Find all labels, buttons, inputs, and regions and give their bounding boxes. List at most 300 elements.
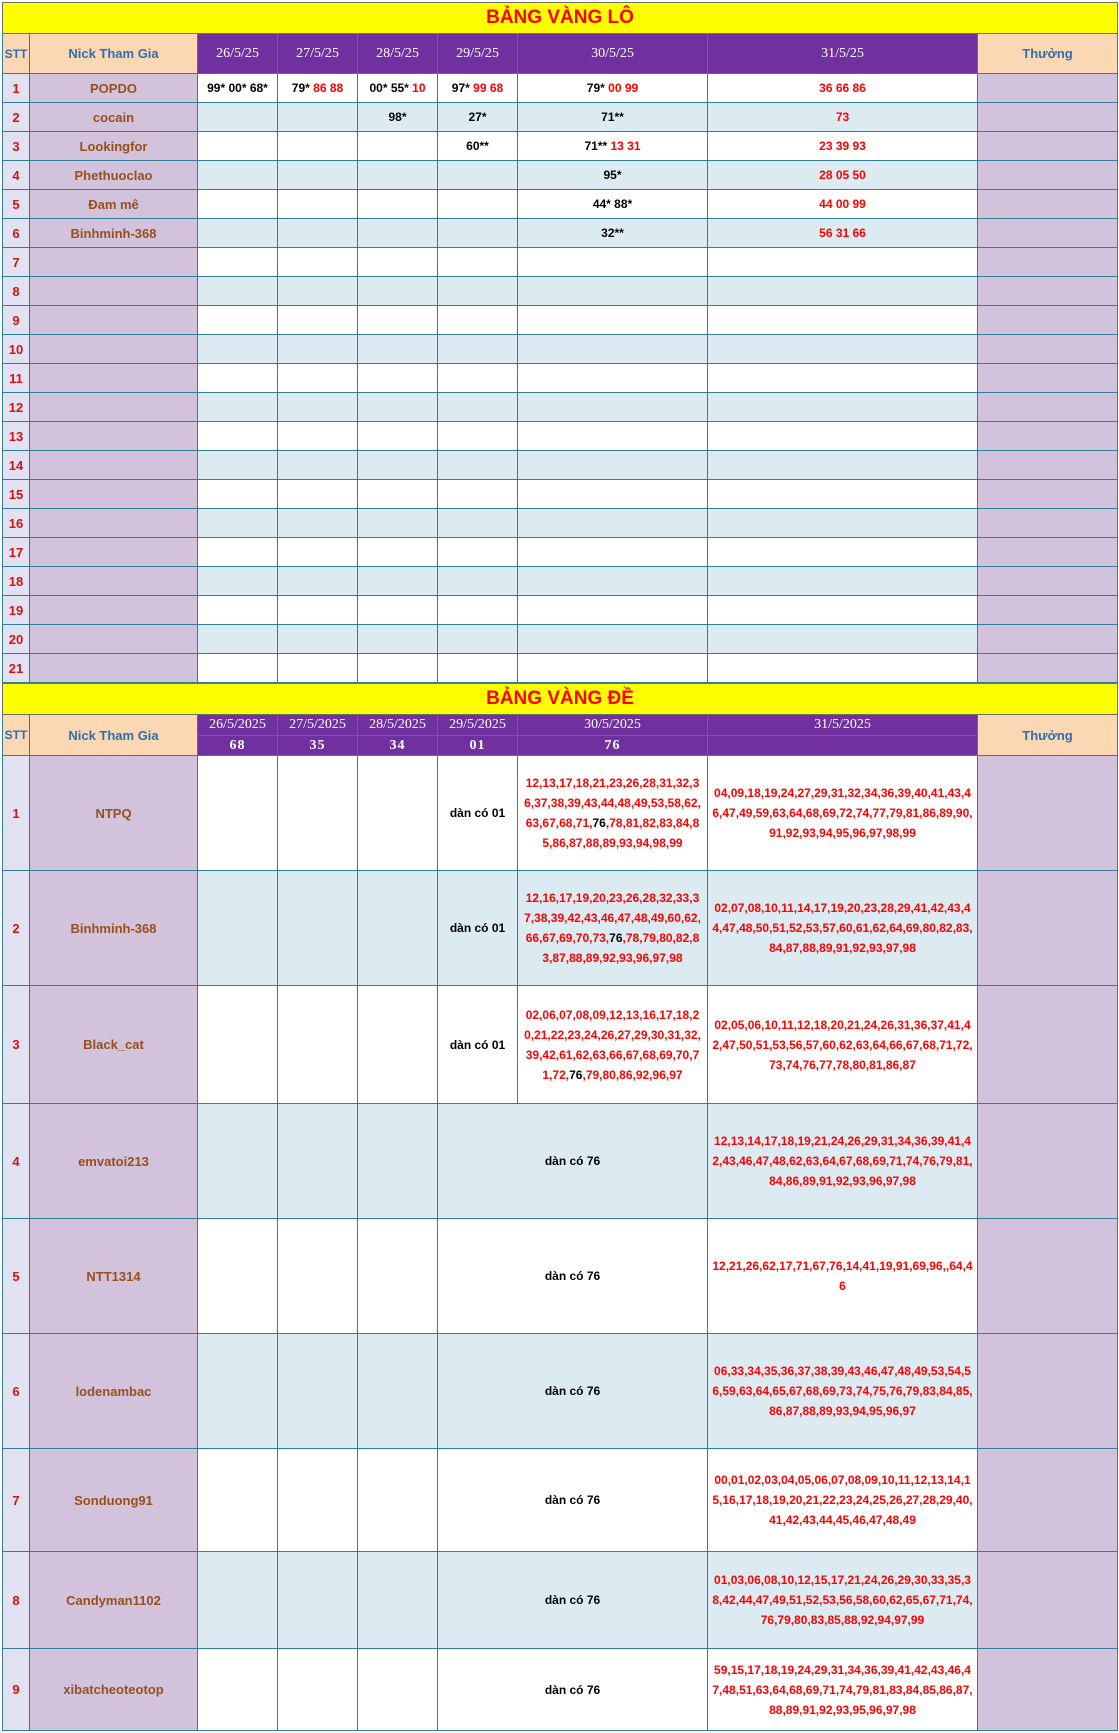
row-reward (978, 451, 1118, 480)
row-nick: lodenambac (30, 1334, 198, 1449)
row-stt: 7 (3, 1449, 30, 1552)
de-cell: dàn có 01 (438, 756, 518, 871)
row-reward (978, 654, 1118, 683)
de-number: 76 (609, 931, 623, 945)
lo-cell (518, 625, 708, 654)
row-stt: 5 (3, 190, 30, 219)
lo-cell (708, 451, 978, 480)
row-nick (30, 480, 198, 509)
lo-cell (708, 219, 978, 248)
row-reward (978, 422, 1118, 451)
lo-cell (198, 364, 278, 393)
lo-cell (518, 306, 708, 335)
lo-cell (198, 596, 278, 625)
de-cell-numbers: 12,21,26,62,17,71,67,76,14,41,19,91,69,96,,64,46 (708, 1219, 978, 1334)
row-nick (30, 567, 198, 596)
de-result: 35 (278, 736, 358, 756)
lo-cell (358, 335, 438, 364)
de-header-date: 31/5/2025 (708, 715, 978, 736)
row-nick (30, 277, 198, 306)
row-stt: 21 (3, 654, 30, 683)
lo-cell (278, 480, 358, 509)
de-cell-numbers: 02,05,06,10,11,12,18,20,21,24,26,31,36,37,41,42,47,50,51,53,56,57,60,62,63,64,66,67,68,71,72,73,74,76,77,78,80,81,86,87 (708, 986, 978, 1104)
row-reward (978, 480, 1118, 509)
lo-number: 79* (586, 81, 609, 95)
lo-cell (198, 190, 278, 219)
lo-cell (278, 219, 358, 248)
row-nick (30, 596, 198, 625)
lo-cell (708, 306, 978, 335)
table-row (3, 306, 1118, 335)
lo-cell (518, 190, 708, 219)
lo-cell (518, 422, 708, 451)
table-row (3, 1552, 1118, 1649)
lo-cell (518, 219, 708, 248)
lo-number: 10 (412, 81, 426, 95)
row-stt: 2 (3, 871, 30, 986)
lo-cell (278, 335, 358, 364)
lo-number: 86 88 (313, 81, 344, 95)
lo-cell (438, 538, 518, 567)
table-row (3, 393, 1118, 422)
lo-number: 97* (451, 81, 474, 95)
lo-cell (438, 103, 518, 132)
lo-number: 00* 55* (369, 81, 413, 95)
row-nick: cocain (30, 103, 198, 132)
de-cell (198, 756, 278, 871)
de-cell: dàn có 01 (438, 871, 518, 986)
row-nick (30, 335, 198, 364)
de-cell-wide: dàn có 76 (438, 1219, 708, 1334)
lo-cell (278, 248, 358, 277)
lo-cell (518, 393, 708, 422)
row-stt: 18 (3, 567, 30, 596)
row-nick: Black_cat (30, 986, 198, 1104)
lo-cell (438, 596, 518, 625)
lo-cell (358, 364, 438, 393)
lo-cell (518, 654, 708, 683)
row-stt: 13 (3, 422, 30, 451)
lo-cell (438, 509, 518, 538)
de-cell-numbers: 01,03,06,08,10,12,15,17,21,24,26,29,30,33,35,38,42,44,47,49,51,52,53,56,58,60,62,65,67,71,74,76,79,80,83,85,88,92,94,97,99 (708, 1552, 978, 1649)
table-row (3, 219, 1118, 248)
row-nick: Đam mê (30, 190, 198, 219)
de-cell (358, 986, 438, 1104)
row-reward (978, 335, 1118, 364)
lo-cell (358, 277, 438, 306)
table-row (3, 248, 1118, 277)
row-reward (978, 1649, 1118, 1731)
de-cell (278, 871, 358, 986)
lo-cell (438, 190, 518, 219)
table-row (3, 190, 1118, 219)
lo-cell (358, 190, 438, 219)
lo-number: 71** (584, 139, 611, 153)
lo-cell (358, 567, 438, 596)
de-header-date: 28/5/2025 (358, 715, 438, 736)
lo-cell (518, 248, 708, 277)
de-cell-numbers: 59,15,17,18,19,24,29,31,34,36,39,41,42,43,46,47,48,51,63,64,68,69,71,74,79,81,83,84,85,86,87,88,89,91,92,93,95,96,97,98 (708, 1649, 978, 1731)
lo-cell (198, 103, 278, 132)
row-nick (30, 364, 198, 393)
lo-cell (518, 596, 708, 625)
lo-cell (278, 74, 358, 103)
lo-cell (198, 567, 278, 596)
row-reward (978, 74, 1118, 103)
table-row (3, 654, 1118, 683)
row-nick (30, 422, 198, 451)
de-number: ,78,81,82,83,84,85,86,87,88,89,93,94,98,99 (542, 816, 700, 850)
lo-cell (438, 393, 518, 422)
row-stt: 5 (3, 1219, 30, 1334)
lo-cell (518, 538, 708, 567)
lo-cell (278, 132, 358, 161)
lo-cell (358, 654, 438, 683)
de-cell (278, 1104, 358, 1219)
row-nick: Lookingfor (30, 132, 198, 161)
row-nick (30, 393, 198, 422)
lo-cell (518, 451, 708, 480)
de-result: 34 (358, 736, 438, 756)
lo-header-date: 27/5/25 (278, 34, 358, 74)
de-header-date: 29/5/2025 (438, 715, 518, 736)
lo-number: 60** (466, 139, 489, 153)
de-number: ,79,80,86,92,96,97 (582, 1067, 683, 1082)
de-number: 76 (592, 816, 606, 830)
table-row (3, 567, 1118, 596)
lo-cell (358, 422, 438, 451)
lo-cell (278, 306, 358, 335)
row-reward (978, 364, 1118, 393)
table-row (3, 538, 1118, 567)
row-reward (978, 1219, 1118, 1334)
lo-cell (278, 654, 358, 683)
de-number: 76 (569, 1067, 583, 1082)
lo-cell (198, 509, 278, 538)
de-cell-wide: dàn có 76 (438, 1104, 708, 1219)
table-row (3, 132, 1118, 161)
row-stt: 16 (3, 509, 30, 538)
row-stt: 8 (3, 277, 30, 306)
row-reward (978, 248, 1118, 277)
lo-cell (358, 132, 438, 161)
lo-cell (438, 306, 518, 335)
row-stt: 8 (3, 1552, 30, 1649)
lo-cell (198, 480, 278, 509)
row-stt: 17 (3, 538, 30, 567)
lo-header-date: 26/5/25 (198, 34, 278, 74)
lo-cell (198, 74, 278, 103)
de-cell (358, 1334, 438, 1449)
lo-cell (438, 335, 518, 364)
lo-cell (278, 567, 358, 596)
table-row (3, 161, 1118, 190)
lo-cell (438, 364, 518, 393)
lo-cell (708, 509, 978, 538)
lo-cell (278, 161, 358, 190)
lo-number: 79* (291, 81, 314, 95)
row-stt: 11 (3, 364, 30, 393)
row-reward (978, 538, 1118, 567)
table-row (3, 364, 1118, 393)
row-nick: POPDO (30, 74, 198, 103)
lo-cell (278, 596, 358, 625)
row-stt: 15 (3, 480, 30, 509)
lo-number: 28 05 50 (819, 168, 866, 182)
lo-cell (518, 567, 708, 596)
lo-cell (358, 74, 438, 103)
bang-vang-de (2, 683, 1117, 1731)
de-title: BẢNG VÀNG ĐỀ (3, 684, 1118, 715)
de-cell-numbers: 00,01,02,03,04,05,06,07,08,09,10,11,12,13,14,15,16,17,18,19,20,21,22,23,24,25,26,27,28,29,40,41,42,43,44,45,46,47,48,49 (708, 1449, 978, 1552)
row-nick (30, 654, 198, 683)
de-cell (358, 1552, 438, 1649)
row-stt: 6 (3, 1334, 30, 1449)
lo-number: 99* 00* 68* (207, 81, 268, 95)
lo-cell (708, 654, 978, 683)
lo-title: BẢNG VÀNG LÔ (3, 3, 1118, 34)
lo-cell (358, 538, 438, 567)
lo-number: 95* (603, 168, 622, 182)
row-nick: Phethuoclao (30, 161, 198, 190)
row-reward (978, 756, 1118, 871)
row-nick: Sonduong91 (30, 1449, 198, 1552)
lo-cell (198, 538, 278, 567)
row-reward (978, 509, 1118, 538)
table-row (3, 277, 1118, 306)
lo-cell (708, 277, 978, 306)
row-reward (978, 986, 1118, 1104)
de-header-reward: Thưởng (978, 715, 1118, 756)
row-reward (978, 190, 1118, 219)
de-cell: dàn có 01 (438, 986, 518, 1104)
table-row (3, 871, 1118, 986)
row-stt: 9 (3, 306, 30, 335)
lo-number: 00 99 (608, 81, 639, 95)
row-reward (978, 1104, 1118, 1219)
row-nick (30, 509, 198, 538)
de-number: 02,06,07,08,09,12,13,16,17,18,20,21,22,23,24,26,27,29,30,31,32,39,42,61,62,63,66,67,68,69,70,71,72, (524, 1007, 701, 1082)
lo-header-date: 29/5/25 (438, 34, 518, 74)
lo-cell (518, 509, 708, 538)
row-stt: 2 (3, 103, 30, 132)
de-cell-numbers: 04,09,18,19,24,27,29,31,32,34,36,39,40,41,43,46,47,49,59,63,64,68,69,72,74,77,79,81,86,89,90,91,92,93,94,95,96,97,98,99 (708, 756, 978, 871)
table-row (3, 335, 1118, 364)
row-reward (978, 132, 1118, 161)
de-cell-wide: dàn có 76 (438, 1649, 708, 1731)
row-stt: 3 (3, 132, 30, 161)
de-cell (278, 1219, 358, 1334)
row-nick: Binhminh-368 (30, 219, 198, 248)
lo-cell (358, 219, 438, 248)
row-stt: 19 (3, 596, 30, 625)
de-cell-numbers: 02,07,08,10,11,14,17,19,20,23,28,29,41,42,43,44,47,48,50,51,52,53,57,60,61,62,64,69,80,82,83,84,87,88,89,91,92,93,97,98 (708, 871, 978, 986)
table-row (3, 451, 1118, 480)
row-nick: NTPQ (30, 756, 198, 871)
lo-cell (278, 190, 358, 219)
de-cell (358, 871, 438, 986)
lo-cell (278, 422, 358, 451)
lo-number: 23 39 93 (819, 139, 866, 153)
row-stt: 9 (3, 1649, 30, 1731)
lo-number: 44* 88* (592, 197, 633, 211)
row-nick (30, 306, 198, 335)
table-row (3, 1649, 1118, 1731)
lo-cell (518, 74, 708, 103)
de-cell (278, 1334, 358, 1449)
row-reward (978, 1334, 1118, 1449)
de-cell (358, 1449, 438, 1552)
de-cell-numbers: 12,13,14,17,18,19,21,24,26,29,31,34,36,39,41,42,43,46,47,48,62,63,64,67,68,69,71,74,76,79,81,84,86,89,91,92,93,96,97,98 (708, 1104, 978, 1219)
lo-cell (708, 538, 978, 567)
table-row (3, 986, 1118, 1104)
de-cell (358, 1219, 438, 1334)
row-nick: emvatoi213 (30, 1104, 198, 1219)
row-stt: 14 (3, 451, 30, 480)
row-reward (978, 393, 1118, 422)
table-row (3, 756, 1118, 871)
de-cell (358, 1104, 438, 1219)
row-nick: Candyman1102 (30, 1552, 198, 1649)
lo-cell (518, 277, 708, 306)
lo-cell (358, 103, 438, 132)
lo-cell (438, 567, 518, 596)
de-cell (198, 1649, 278, 1731)
row-stt: 3 (3, 986, 30, 1104)
de-cell (198, 986, 278, 1104)
row-reward (978, 596, 1118, 625)
lo-cell (708, 364, 978, 393)
lo-cell (358, 509, 438, 538)
row-reward (978, 306, 1118, 335)
lo-cell (708, 74, 978, 103)
row-stt: 12 (3, 393, 30, 422)
table-row (3, 509, 1118, 538)
row-reward (978, 567, 1118, 596)
de-cell (278, 1649, 358, 1731)
de-body (3, 756, 1118, 1731)
lo-cell (198, 654, 278, 683)
lo-cell (708, 248, 978, 277)
de-cell-numbers (518, 756, 708, 871)
row-nick (30, 625, 198, 654)
de-cell (198, 1104, 278, 1219)
de-header-stt: STT (3, 715, 30, 756)
table-row (3, 1334, 1118, 1449)
de-table (2, 683, 1118, 1731)
lo-cell (708, 567, 978, 596)
row-reward (978, 1449, 1118, 1552)
row-reward (978, 871, 1118, 986)
lo-cell (198, 132, 278, 161)
lo-cell (438, 219, 518, 248)
lo-cell (708, 393, 978, 422)
table-row (3, 103, 1118, 132)
lo-number: 99 68 (473, 81, 504, 95)
lo-cell (518, 132, 708, 161)
table-row (3, 480, 1118, 509)
lo-table (2, 2, 1118, 683)
de-cell (278, 986, 358, 1104)
lo-header-nick: Nick Tham Gia (30, 34, 198, 74)
lo-cell (198, 393, 278, 422)
de-header-date: 27/5/2025 (278, 715, 358, 736)
de-cell-wide: dàn có 76 (438, 1552, 708, 1649)
lo-number: 98* (388, 110, 407, 124)
lo-cell (518, 364, 708, 393)
lo-cell (278, 451, 358, 480)
lo-cell (358, 451, 438, 480)
lo-header-reward: Thưởng (978, 34, 1118, 74)
lo-cell (358, 625, 438, 654)
lo-cell (438, 480, 518, 509)
lo-number: 73 (835, 110, 850, 124)
lo-cell (198, 277, 278, 306)
row-nick (30, 248, 198, 277)
lo-cell (438, 161, 518, 190)
lo-cell (708, 422, 978, 451)
lo-header-date: 28/5/25 (358, 34, 438, 74)
lo-cell (438, 451, 518, 480)
lo-cell (198, 248, 278, 277)
lo-header-stt: STT (3, 34, 30, 74)
lo-cell (358, 306, 438, 335)
table-row (3, 1219, 1118, 1334)
de-cell (198, 1334, 278, 1449)
lo-cell (198, 625, 278, 654)
lo-cell (708, 161, 978, 190)
lo-cell (198, 451, 278, 480)
lo-cell (358, 596, 438, 625)
table-row (3, 596, 1118, 625)
de-cell (278, 756, 358, 871)
de-cell-wide: dàn có 76 (438, 1334, 708, 1449)
lo-cell (518, 335, 708, 364)
lo-number: 32** (601, 226, 624, 240)
lo-cell (198, 422, 278, 451)
de-cell (198, 1449, 278, 1552)
lo-cell (278, 393, 358, 422)
lo-cell (438, 248, 518, 277)
row-stt: 4 (3, 161, 30, 190)
lo-cell (278, 364, 358, 393)
row-stt: 1 (3, 756, 30, 871)
lo-cell (438, 277, 518, 306)
table-row (3, 422, 1118, 451)
lo-cell (708, 625, 978, 654)
lo-cell (438, 654, 518, 683)
lo-cell (518, 480, 708, 509)
lo-header-date: 31/5/25 (708, 34, 978, 74)
row-nick: NTT1314 (30, 1219, 198, 1334)
table-row (3, 625, 1118, 654)
lo-cell (278, 277, 358, 306)
lo-cell (278, 103, 358, 132)
de-cell (278, 1449, 358, 1552)
de-cell (198, 871, 278, 986)
de-number: 12,13,17,18,21,23,26,28,31,32,36,37,38,39,43,44,48,49,53,58,62,63,67,68,71, (524, 776, 701, 830)
lo-cell (518, 161, 708, 190)
de-result (708, 736, 978, 756)
lo-cell (708, 596, 978, 625)
row-stt: 7 (3, 248, 30, 277)
de-number: 12,16,17,19,20,23,26,28,32,33,37,38,39,42,43,46,47,48,49,60,62,66,67,69,70,73, (524, 891, 701, 945)
de-cell (198, 1219, 278, 1334)
row-reward (978, 219, 1118, 248)
row-stt: 4 (3, 1104, 30, 1219)
de-header-nick: Nick Tham Gia (30, 715, 198, 756)
lo-cell (358, 480, 438, 509)
